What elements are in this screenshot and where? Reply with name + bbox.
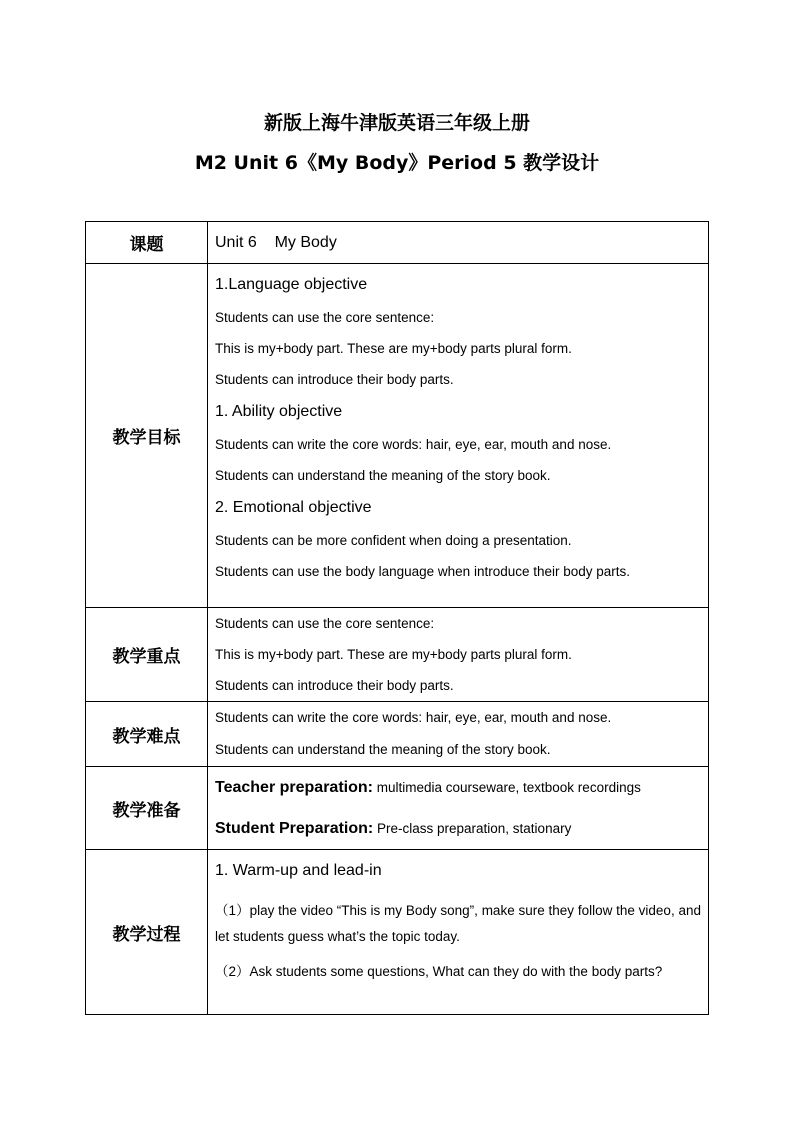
- difficulty-line: Students can understand the meaning of the story book.: [215, 742, 551, 757]
- teacher-preparation: [215, 767, 701, 808]
- table-row-difficulties: [86, 702, 709, 767]
- language-objective-heading: 1.Language objective: [215, 276, 368, 293]
- objective-line: Students can use the core sentence:: [215, 310, 435, 325]
- key-point-line: Students can introduce their body parts.: [215, 678, 454, 693]
- student-preparation-label: Student Preparation:: [215, 820, 374, 837]
- objectives-label: 教学目标: [86, 264, 208, 608]
- objective-line: This is my+body part. These are my+body parts plural form.: [215, 341, 572, 356]
- table-row-preparation: [86, 767, 709, 850]
- topic-label: 课题: [86, 222, 208, 264]
- process-step: （1）play the video “This is my Body song”, make sure they follow the video, and let students guess what’s the topic today.: [215, 903, 701, 944]
- table-row-topic: [86, 222, 709, 264]
- document-subtitle: M2 Unit 6《My Body》Period 5 教学设计: [194, 152, 600, 174]
- key-point-line: This is my+body part. These are my+body parts plural form.: [215, 647, 572, 662]
- difficulties-cell: [208, 702, 709, 767]
- objective-line: Students can be more confident when doing a presentation.: [215, 533, 572, 548]
- table-row-process: [86, 850, 709, 1015]
- process-label: 教学过程: [86, 850, 208, 1015]
- key-point-line: Students can use the core sentence:: [215, 616, 435, 631]
- document-title: 新版上海牛津版英语三年级上册: [263, 112, 530, 134]
- lesson-plan-table: [85, 221, 709, 1015]
- objectives-cell: [208, 264, 709, 608]
- ability-objective-heading: 1. Ability objective: [215, 403, 343, 420]
- objective-line: Students can use the body language when introduce their body parts.: [215, 564, 631, 579]
- student-preparation: [215, 808, 701, 849]
- process-cell: [208, 850, 709, 1015]
- process-step: （2）Ask students some questions, What can they do with the body parts?: [215, 964, 663, 979]
- difficulties-label: 教学难点: [86, 702, 208, 767]
- key-points-label: 教学重点: [86, 608, 208, 702]
- difficulty-line: Students can write the core words: hair, eye, ear, mouth and nose.: [215, 710, 612, 725]
- table-row-objectives: [86, 264, 709, 608]
- objective-line: Students can introduce their body parts.: [215, 372, 454, 387]
- topic-cell: [208, 222, 709, 264]
- table-row-key-points: [86, 608, 709, 702]
- teacher-preparation-label: Teacher preparation:: [215, 779, 373, 796]
- preparation-cell: [208, 767, 709, 850]
- objective-line: Students can understand the meaning of the story book.: [215, 468, 551, 483]
- student-preparation-value: Pre-class preparation, stationary: [373, 821, 572, 836]
- objective-line: Students can write the core words: hair, eye, ear, mouth and nose.: [215, 437, 612, 452]
- topic-value: Unit 6 My Body: [215, 233, 337, 251]
- teacher-preparation-value: multimedia courseware, textbook recordings: [372, 780, 641, 795]
- key-points-cell: [208, 608, 709, 702]
- preparation-label: 教学准备: [86, 767, 208, 850]
- emotional-objective-heading: 2. Emotional objective: [215, 499, 372, 516]
- warm-up-heading: 1. Warm-up and lead-in: [215, 862, 382, 879]
